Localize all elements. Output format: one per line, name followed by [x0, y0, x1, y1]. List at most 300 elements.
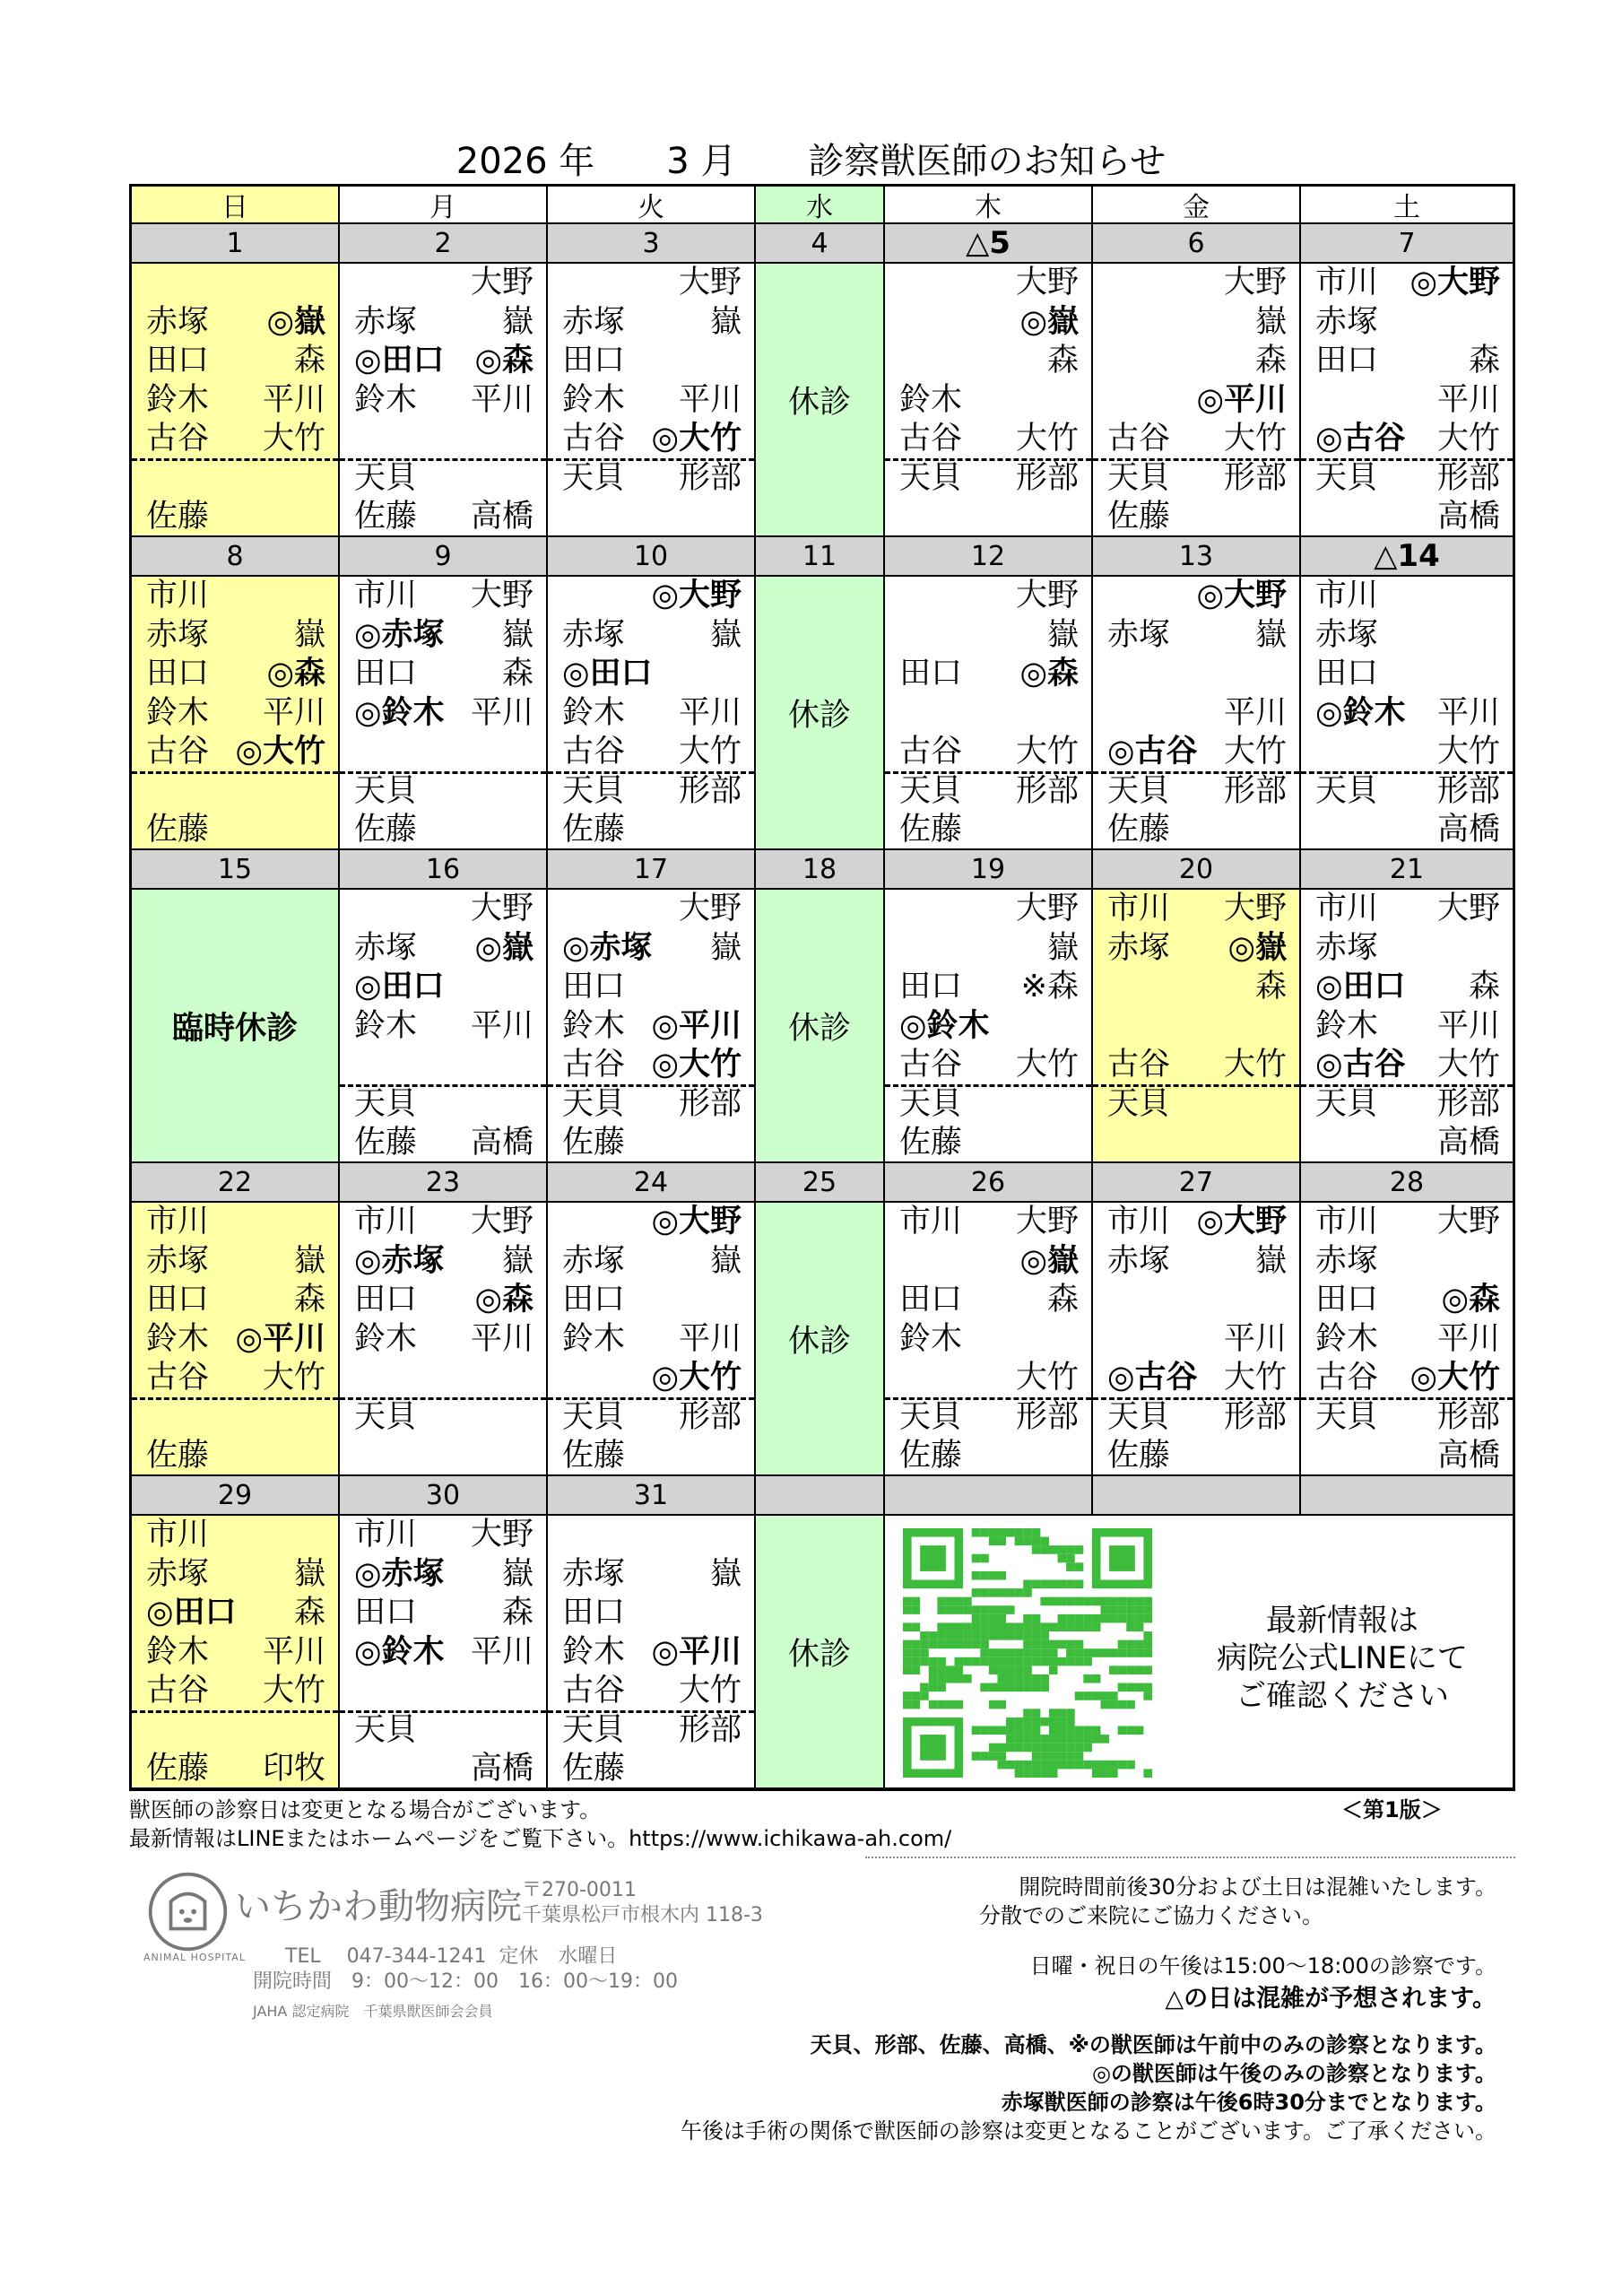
vet-name: 森: [1254, 969, 1287, 1004]
vet-row: [885, 303, 1091, 343]
schedule-calendar: [129, 184, 1515, 1791]
vet-row: [1093, 303, 1299, 343]
vet-name: 形部: [1436, 1398, 1500, 1435]
vet-name: 大野: [1015, 578, 1079, 613]
vet-row: [885, 459, 1091, 499]
vet-name: 森: [1468, 969, 1500, 1004]
vet-name: 天貝: [1107, 1398, 1171, 1435]
vet-name: 赤塚: [1315, 616, 1379, 653]
vet-name: 天貝: [1107, 459, 1171, 496]
vet-row: [132, 811, 338, 850]
vet-name: 天貝: [1315, 1398, 1379, 1435]
date-cell: 17: [548, 850, 756, 890]
vet-row: [885, 694, 1091, 734]
vet-name: 嶽: [709, 1555, 742, 1592]
closed-label: 休診: [787, 384, 851, 421]
date-cell: 21: [1301, 850, 1513, 890]
vet-row: [548, 733, 754, 772]
vet-name: 鈴木: [562, 381, 626, 418]
vet-name: 市川: [1107, 891, 1171, 926]
vet-name: 天貝: [562, 1085, 626, 1122]
vet-row: [1093, 1046, 1299, 1085]
vet-name: 鈴木: [354, 1007, 418, 1044]
vet-name: 赤塚: [354, 929, 418, 966]
vet-name: 形部: [678, 1085, 742, 1122]
vet-name: 赤塚: [562, 1555, 626, 1592]
vet-row: [1301, 929, 1513, 969]
vet-name: ◎森: [1441, 1282, 1500, 1318]
vet-name: ◎鈴木: [354, 694, 445, 731]
note-pm-only: ◎の獣医師は午後のみの診察となります。: [1091, 2061, 1496, 2086]
closed-label: 臨時休診: [171, 1010, 298, 1047]
vet-row: [1301, 1281, 1513, 1320]
vet-row: [1093, 616, 1299, 656]
day-cell: [340, 577, 548, 850]
vet-name: 平川: [1223, 1320, 1287, 1357]
vet-name: 古谷: [562, 734, 626, 770]
day-cell: [885, 890, 1093, 1163]
vet-row: [132, 1516, 338, 1555]
day-cell: [340, 1516, 548, 1789]
vet-name: 赤塚: [146, 1242, 210, 1279]
vet-row: [132, 733, 338, 772]
qr-message: 最新情報は 病院公式LINEにて ご確認ください: [1217, 1603, 1468, 1714]
vet-name: ◎古谷: [1107, 1360, 1198, 1396]
vet-row: [548, 616, 754, 656]
weekday-header: 水: [756, 187, 885, 224]
note-line-homepage: 最新情報はLINEまたはホームページをご覧下さい。https://www.ichikawa-ah.com/: [129, 1826, 952, 1851]
day-cell: [1093, 890, 1301, 1163]
vet-row: [548, 1085, 754, 1125]
vet-row: [340, 1242, 546, 1282]
vet-row: [340, 1085, 546, 1125]
weekday-header: 火: [548, 187, 756, 224]
vet-row: [885, 1203, 1091, 1242]
note-busy-spread: 分散でのご来院にご協力ください。: [979, 1903, 1323, 1928]
day-cell: [340, 1203, 548, 1476]
date-cell: 10: [548, 537, 756, 577]
vet-name: 大竹: [1015, 421, 1079, 457]
vet-name: 平川: [678, 694, 742, 731]
vet-name: 田口: [354, 1595, 418, 1631]
vet-name: 天貝: [562, 1711, 626, 1748]
vet-name: 佐藤: [354, 1125, 418, 1161]
vet-row: [340, 1046, 546, 1085]
vet-name: 古谷: [562, 421, 626, 457]
vet-row: [340, 694, 546, 734]
vet-row: [1093, 264, 1299, 303]
vet-name: 田口: [354, 656, 418, 691]
vet-row: [885, 420, 1091, 459]
day-cell: [340, 890, 548, 1163]
vet-row: [340, 1516, 546, 1555]
vet-row: [340, 498, 546, 537]
vet-name: ◎嶽: [1227, 929, 1287, 966]
vet-name: 大竹: [1223, 1360, 1287, 1396]
vet-name: 大竹: [1223, 1047, 1287, 1083]
vet-name: ◎大野: [1196, 1204, 1287, 1239]
vet-row: [1301, 498, 1513, 537]
vet-row: [132, 1711, 338, 1751]
vet-row: [885, 498, 1091, 537]
vet-name: 天貝: [1107, 1085, 1171, 1122]
vet-name: 古谷: [146, 1673, 210, 1709]
vet-row: [885, 1085, 1091, 1125]
day-cell: [548, 577, 756, 850]
vet-name: 佐藤: [562, 1438, 626, 1474]
vet-row: [1301, 1320, 1513, 1360]
vet-name: 天貝: [1315, 459, 1379, 496]
day-cell: [885, 1203, 1093, 1476]
vet-row: [340, 1711, 546, 1751]
vet-row: [1093, 342, 1299, 381]
date-cell: 18: [756, 850, 885, 890]
vet-row: [132, 1594, 338, 1633]
vet-name: 嶽: [709, 929, 742, 966]
day-cell: [756, 1203, 885, 1476]
vet-name: ◎鈴木: [1315, 694, 1406, 731]
vet-name: 天貝: [1107, 772, 1171, 809]
vet-name: 形部: [1015, 459, 1079, 496]
date-cell: [756, 1476, 885, 1516]
weekday-header: 月: [340, 187, 548, 224]
vet-name: 大野: [1223, 891, 1287, 926]
vet-row: [340, 577, 546, 616]
date-cell: 25: [756, 1163, 885, 1203]
vet-name: ◎大竹: [1409, 1360, 1500, 1396]
day-cell: [1301, 890, 1513, 1163]
vet-name: ◎大野: [651, 1204, 742, 1239]
vet-name: ◎赤塚: [354, 1242, 445, 1279]
vet-name: ◎田口: [1315, 969, 1406, 1004]
date-cell: 27: [1093, 1163, 1301, 1203]
vet-name: 嶽: [293, 1242, 325, 1279]
vet-row: [132, 772, 338, 812]
date-cell: 15: [132, 850, 340, 890]
vet-row: [548, 1594, 754, 1633]
vet-name: 古谷: [1107, 1047, 1171, 1083]
vet-name: 古谷: [899, 421, 963, 457]
hospital-tel: TEL 047-344-1241 定休 水曜日: [285, 1945, 618, 1968]
vet-row: [1093, 655, 1299, 694]
day-cell: [548, 1516, 756, 1789]
vet-row: [548, 1007, 754, 1047]
hospital-zip: 〒270-0011: [522, 1879, 637, 1901]
vet-row: [548, 577, 754, 616]
vet-name: 大竹: [262, 421, 325, 457]
vet-name: 市川: [354, 578, 418, 613]
note-busy-hours: 開院時間前後30分および土日は混雑いたします。: [1019, 1874, 1496, 1900]
vet-row: [132, 694, 338, 734]
day-cell: [340, 264, 548, 537]
qr-info-panel: [885, 1516, 1513, 1789]
vet-name: 佐藤: [146, 1751, 210, 1787]
vet-name: 鈴木: [562, 1320, 626, 1357]
vet-row: [1093, 811, 1299, 850]
vet-name: 平川: [262, 381, 325, 418]
vet-row: [340, 1007, 546, 1047]
vet-name: 嶽: [1254, 616, 1287, 653]
vet-name: ◎田口: [146, 1595, 237, 1631]
vet-row: [1301, 459, 1513, 499]
vet-name: 大竹: [678, 734, 742, 770]
vet-row: [340, 303, 546, 343]
vet-name: 大竹: [1436, 1047, 1500, 1083]
vet-row: [548, 1555, 754, 1595]
vet-name: ◎嶽: [266, 303, 325, 340]
closed-label: 休診: [787, 1636, 851, 1673]
vet-row: [132, 1672, 338, 1711]
vet-row: [548, 694, 754, 734]
vet-row: [132, 303, 338, 343]
vet-name: ◎大竹: [651, 1047, 742, 1083]
vet-name: 赤塚: [562, 303, 626, 340]
vet-name: 天貝: [562, 772, 626, 809]
date-cell: 19: [885, 850, 1093, 890]
vet-name: 大野: [1015, 891, 1079, 926]
note-surgery-change: 午後は手術の関係で獣医師の診察は変更となることがございます。ご了承ください。: [680, 2118, 1496, 2144]
date-cell: 28: [1301, 1163, 1513, 1203]
day-cell: [1093, 1203, 1301, 1476]
vet-name: 鈴木: [146, 381, 210, 418]
vet-name: 佐藤: [354, 499, 418, 535]
vet-row: [1301, 577, 1513, 616]
vet-name: 高橋: [1436, 499, 1500, 535]
vet-row: [132, 498, 338, 537]
vet-row: [548, 303, 754, 343]
vet-name: 高橋: [470, 1751, 533, 1787]
vet-row: [1301, 968, 1513, 1007]
vet-row: [340, 1359, 546, 1398]
date-cell: 20: [1093, 850, 1301, 890]
vet-row: [548, 811, 754, 850]
vet-row: [1093, 381, 1299, 421]
vet-name: 田口: [146, 656, 210, 691]
vet-name: 天貝: [562, 1398, 626, 1435]
vet-name: 古谷: [1315, 1360, 1379, 1396]
vet-name: 嶽: [1046, 929, 1079, 966]
vet-row: [548, 264, 754, 303]
vet-row: [340, 1281, 546, 1320]
vet-name: ◎平川: [235, 1320, 325, 1357]
vet-row: [1093, 420, 1299, 459]
separator-line: [865, 1857, 1515, 1858]
vet-name: 平川: [470, 1007, 533, 1044]
day-cell: [548, 1203, 756, 1476]
hospital-logo-text: ANIMAL HOSPITAL: [143, 1952, 246, 1963]
vet-row: [340, 1398, 546, 1438]
vet-name: 高橋: [1436, 1125, 1500, 1161]
note-akatsuka-hours: 赤塚獣医師の診察は午後6時30分までとなります。: [1001, 2090, 1496, 2115]
vet-name: ◎森: [474, 343, 533, 378]
vet-name: 赤塚: [1107, 616, 1171, 653]
vet-name: ◎大野: [1196, 578, 1287, 613]
hospital-hours: 開院時間 9：00～12：00 16：00～19：00: [253, 1970, 678, 1993]
vet-name: ◎古谷: [1315, 1047, 1406, 1083]
vet-name: 大竹: [1015, 1360, 1079, 1396]
vet-name: 嶽: [501, 616, 533, 653]
vet-name: 市川: [146, 578, 210, 613]
vet-row: [132, 264, 338, 303]
line-qr-code-icon[interactable]: [903, 1528, 1152, 1778]
vet-row: [885, 1398, 1091, 1438]
vet-name: 市川: [899, 1204, 963, 1239]
vet-name: 天貝: [899, 459, 963, 496]
vet-row: [340, 1594, 546, 1633]
day-cell: [756, 264, 885, 537]
vet-name: 佐藤: [1107, 1438, 1171, 1474]
vet-name: 古谷: [562, 1047, 626, 1083]
vet-row: [548, 1750, 754, 1789]
vet-row: [340, 1750, 546, 1789]
vet-row: [548, 1242, 754, 1282]
vet-name: 田口: [562, 1595, 626, 1631]
vet-name: 古谷: [1107, 421, 1171, 457]
vet-row: [548, 1437, 754, 1476]
vet-row: [132, 616, 338, 656]
vet-row: [548, 342, 754, 381]
vet-name: 市川: [1107, 1204, 1171, 1239]
vet-row: [1301, 1007, 1513, 1047]
vet-row: [1301, 1124, 1513, 1163]
hospital-association: JAHA 認定病院 千葉県獣医師会会員: [253, 2003, 493, 2020]
vet-row: [1093, 733, 1299, 772]
vet-name: 赤塚: [562, 616, 626, 653]
vet-row: [340, 655, 546, 694]
vet-name: 古谷: [146, 734, 210, 770]
vet-name: 平川: [262, 1633, 325, 1670]
vet-name: ◎赤塚: [562, 929, 653, 966]
vet-name: 平川: [470, 381, 533, 418]
vet-name: ◎田口: [562, 656, 653, 691]
vet-name: 平川: [470, 1633, 533, 1670]
vet-name: ※森: [1020, 969, 1079, 1004]
date-cell: 22: [132, 1163, 340, 1203]
vet-name: 鈴木: [146, 1633, 210, 1670]
vet-name: 平川: [678, 381, 742, 418]
vet-name: 田口: [354, 1282, 418, 1318]
vet-row: [885, 733, 1091, 772]
vet-row: [885, 1437, 1091, 1476]
vet-row: [132, 381, 338, 421]
vet-name: 佐藤: [562, 1125, 626, 1161]
vet-row: [548, 1516, 754, 1555]
vet-name: 嶽: [293, 1555, 325, 1592]
vet-row: [132, 1320, 338, 1360]
vet-row: [132, 655, 338, 694]
date-cell: 16: [340, 850, 548, 890]
vet-row: [1301, 1437, 1513, 1476]
date-cell: △14: [1301, 537, 1513, 577]
vet-row: [548, 1633, 754, 1673]
vet-name: 佐藤: [1107, 499, 1171, 535]
vet-name: 市川: [354, 1517, 418, 1552]
vet-name: 平川: [1223, 694, 1287, 731]
day-cell: [132, 577, 340, 850]
vet-row: [1093, 1359, 1299, 1398]
vet-row: [885, 655, 1091, 694]
vet-name: 鈴木: [562, 694, 626, 731]
date-cell: 1: [132, 224, 340, 264]
vet-name: 佐藤: [146, 1438, 210, 1474]
vet-row: [132, 1203, 338, 1242]
day-cell: [132, 890, 340, 1163]
vet-name: 形部: [678, 1398, 742, 1435]
vet-row: [548, 772, 754, 812]
vet-name: 大野: [1223, 265, 1287, 300]
vet-row: [1301, 733, 1513, 772]
vet-name: 赤塚: [354, 303, 418, 340]
vet-row: [1093, 1007, 1299, 1047]
vet-name: 田口: [562, 969, 626, 1004]
vet-row: [340, 1672, 546, 1711]
day-cell: [885, 577, 1093, 850]
vet-name: 大竹: [1436, 734, 1500, 770]
vet-name: ◎大竹: [235, 734, 325, 770]
date-cell: [1301, 1476, 1513, 1516]
hospital-name: いちかわ動物病院: [235, 1886, 522, 1927]
vet-name: 赤塚: [562, 1242, 626, 1279]
vet-row: [132, 1633, 338, 1673]
vet-row: [548, 655, 754, 694]
vet-name: 市川: [1315, 1204, 1379, 1239]
vet-name: 鈴木: [146, 694, 210, 731]
vet-name: 鈴木: [1315, 1007, 1379, 1044]
vet-name: 嶽: [501, 1555, 533, 1592]
hospital-address: 千葉県松戸市根木内 118-3: [522, 1904, 763, 1926]
vet-name: 天貝: [1315, 772, 1379, 809]
vet-name: 大竹: [1436, 421, 1500, 457]
date-cell: [885, 1476, 1093, 1516]
vet-name: ◎大竹: [651, 1360, 742, 1396]
vet-name: 佐藤: [899, 1438, 963, 1474]
date-cell: 11: [756, 537, 885, 577]
vet-name: ◎大野: [1409, 265, 1500, 300]
vet-name: ◎平川: [651, 1007, 742, 1044]
vet-name: 平川: [470, 694, 533, 731]
vet-name: ◎赤塚: [354, 1555, 445, 1592]
weekday-header: 木: [885, 187, 1093, 224]
vet-name: 天貝: [354, 1711, 418, 1748]
vet-name: 平川: [470, 1320, 533, 1357]
vet-name: 高橋: [1436, 1438, 1500, 1474]
vet-row: [548, 1320, 754, 1360]
vet-name: ◎大竹: [651, 421, 742, 457]
vet-name: 市川: [146, 1204, 210, 1239]
vet-row: [1301, 772, 1513, 812]
vet-row: [340, 772, 546, 812]
vet-name: 森: [1254, 343, 1287, 378]
vet-name: 田口: [1315, 1282, 1379, 1318]
vet-name: 天貝: [354, 1085, 418, 1122]
vet-name: 森: [1046, 1282, 1079, 1318]
vet-name: 形部: [1015, 1398, 1079, 1435]
vet-row: [340, 420, 546, 459]
vet-name: 佐藤: [354, 812, 418, 848]
date-cell: [1093, 1476, 1301, 1516]
day-cell: [548, 890, 756, 1163]
vet-row: [1093, 577, 1299, 616]
vet-row: [1093, 772, 1299, 812]
vet-name: ◎森: [1019, 656, 1079, 691]
vet-row: [1093, 498, 1299, 537]
vet-row: [340, 1437, 546, 1476]
vet-row: [340, 733, 546, 772]
vet-name: 田口: [1315, 656, 1379, 691]
vet-name: 古谷: [146, 421, 210, 457]
date-cell: 26: [885, 1163, 1093, 1203]
day-cell: [756, 1516, 885, 1789]
